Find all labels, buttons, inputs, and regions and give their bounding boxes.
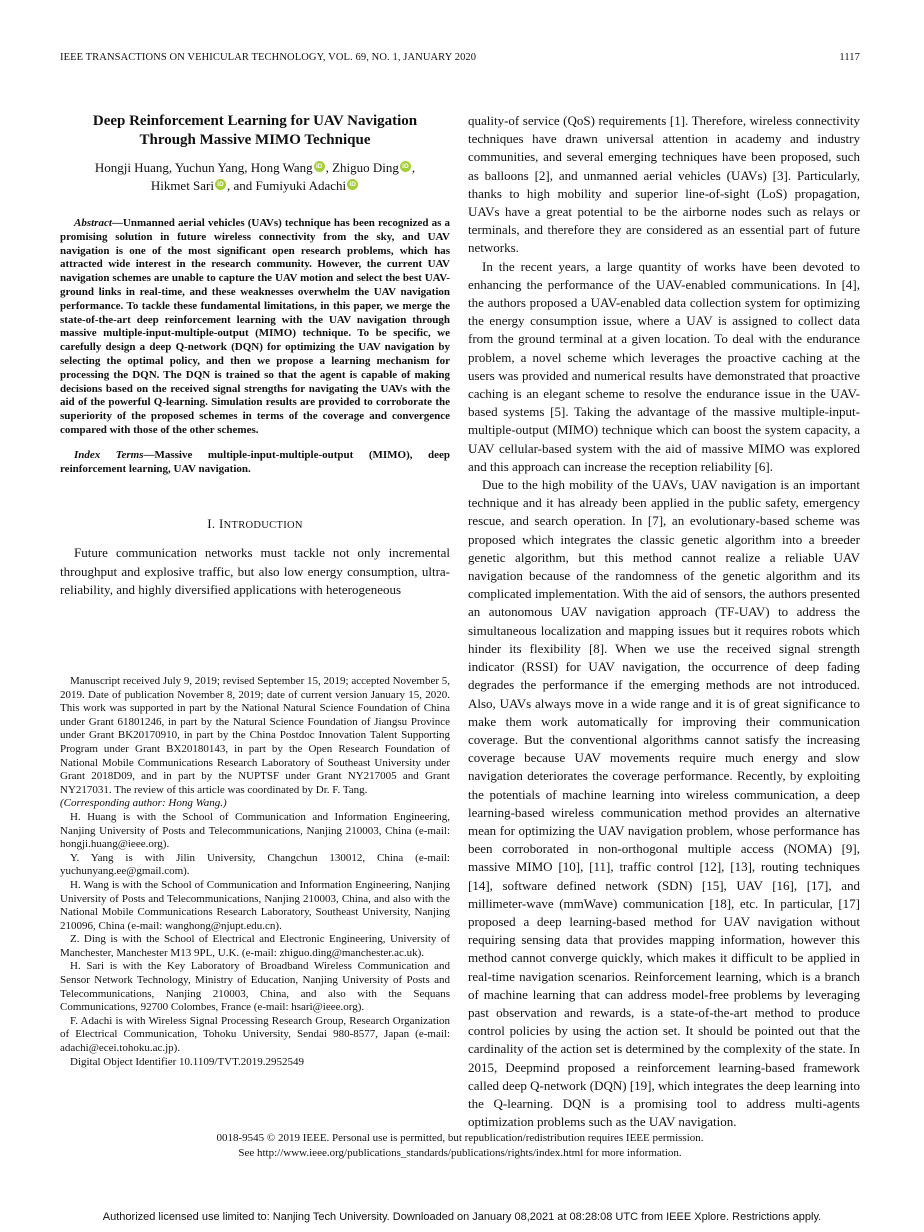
footnote-affiliation-ding: Z. Ding is with the School of Electrical and Electronic Engineering, University of Manchester, Manchester M13 9PL, U.K. (e-mail: zhiguo.ding@manchester.ac.uk). [60,933,450,959]
body-paragraph-2: In the recent years, a large quantity of works have been devoted to enhancing the performance of the UAV-enabled communications. In [4], the authors proposed a UAV-enabled data collection system for optimizing the energy consumption issue, where a UAV is assigned to collect data from the ground terminal at a given location. To deal with the endurance problem, a novel scheme which leverages the proactive caching at the users was provided and numerical results have demonstrated that proactive caching is an elegant scheme to resolve the endurance issue in the UAV-based systems [5]. Taking the advantage of the massive multiple-input-multiple-output (MIMO) technique which can boost the system capacity, a UAV cellular-based system with the aid of massive MIMO was explored and this approach can increase the reception reliability [6]. [468,258,860,474]
footnote-affiliation-wang: H. Wang is with the School of Communication and Information Engineering, Nanjing University of Posts and Telecommunications, Nanjing 210003, China, and also with the National Mobile Communications Research Laboratory, Southeast University, Nanjing 210096, China (e-mail: wanghong@njupt.edu.cn). [60,878,450,932]
section-numeral: I. [207,516,216,532]
orcid-icon[interactable]: iD [400,161,411,172]
footnote-affiliation-adachi: F. Adachi is with Wireless Signal Processing Research Group, Research Organization of Electrical Communication, Tohoku University, Sendai 980-8577, Japan (e-mail: adachi@ecei.tohoku.ac.jp). [60,1014,450,1055]
footnote-affiliation-huang: H. Huang is with the School of Communication and Information Engineering, Nanjing University of Posts and Telecommunications, Nanjing 210003, China (e-mail: hongji.huang@ieee.org). [60,810,450,851]
journal-name: IEEE TRANSACTIONS ON VEHICULAR TECHNOLOGY, VOL. 69, NO. 1, JANUARY 2020 [60,52,477,63]
index-terms [60,449,450,477]
authors-line2-b: , and Fumiyuki Adachi [227,178,347,193]
authors-line1-c: , [411,160,416,175]
authors-line1-a: Hongji Huang, Yuchun Yang, Hong Wang [94,160,313,175]
authors-line1-b: , Zhiguo Ding [325,160,399,175]
copyright-notice [60,1131,860,1160]
abstract-text: —Unmanned aerial vehicles (UAVs) technique has been recognized as a promising solution in future wireless connectivity from the sky, and UAV navigation is one of the most significant open research problems, which has attracted wide interest in the research community. However, the current UAV navigation schemes are unable to capture the UAV motion and select the best UAV-ground links in real-time, and these weaknesses overwhelm the UAV navigation performance. To tackle these fundamental limitations, in this paper, we merge the state-of-the-art deep reinforcement learning with the UAV navigation through massive multiple-input-multiple-output (MIMO) technique. To be specific, we carefully design a deep Q-network (DQN) for optimizing the UAV navigation by selecting the optimal policy, and then we propose a learning mechanism for processing the DQN. The DQN is trained so that the agent is capable of making decisions based on the received signal strengths for navigating the UAVs with the aid of the powerful Q-learning. Simulation results are provided to corroborate the superiority of the proposed schemes in terms of the coverage and convergence compared with those of the other schemes. [60,217,450,436]
footnote-corresponding-author: (Corresponding author: Hong Wang.) [60,797,227,810]
orcid-icon[interactable]: iD [215,179,226,190]
download-notice: Authorized licensed use limited to: Nanjing Tech University. Downloaded on January 08,2021 at 08:28:08 UTC from IEEE Xplore. Restrictions apply. [102,1211,822,1223]
index-terms-text: —Massive multiple-input-multiple-output (MIMO), deep reinforcement learning, UAV navigation. [60,448,450,475]
section-title-rest: NTRODUCTION [223,520,303,532]
body-paragraph-3: Due to the high mobility of the UAVs, UAV navigation is an important technique and it has already been applied in the public safety, emergency rescue, and search operation. In [7], an evolutionary-based scheme was proposed which integrates the classic genetic algorithm into a breeder genetic algorithm, but this method cannot realize a reliable UAV navigation because of the randomness of the genetic algorithm and its complicated implementation. With the aid of sensors, the authors presented an autonomous UAV navigation approach (TF-UAV) to address the simultaneous localization and mapping issues but it requires robots which hinder its flexibility [8]. When we use the received signal strength indicator (RSSI) for UAV navigation, the occurrence of deep fading degrades the performance if the emerging methods are not introduced. Also, UAVs always move in a wide range and it is of great significance to make them work automatically for improving their communication coverage. But the conventional algorithms cannot satisfy the increasing coverage because UAV movements require much energy and slow navigation deteriorates the coverage performance. Recently, by exploiting the potentials of machine learning into wireless communication, a deep learning-based wireless communication method provides an alternative mean for optimizing the UAV navigation problem, whose performance has been corroborated in non-orthogonal multiple access (NOMA) [9], massive MIMO [10], [11], traffic control [12], [13], routing techniques [14], software defined network (SDN) [15], UAV [16], [17], and millimeter-wave (mmWave) communication [18], etc. In particular, [17] proposed a deep learning-based method for UAV navigation without requiring sensing data that provides mapping information, however this method cannot converge quickly, which makes it difficult to be applied in real-time navigation scenarios. Reinforcement learning, which is a branch of machine learning that can address model-free problems by leveraging past observation and rewards, is a state-of-the-art method to produce control policies by using the action set. It should be pointed out that the cardinality of the action set is determined by the complexity of the state. In 2015, Deepmind proposed a reinforcement learning-based framework called deep Q-network (DQN) [19], which integrates the deep learning into the Q-learning. DQN is a promising tool to address multi-agents optimization problems such as the UAV navigation. [468,477,860,1130]
section-title-first: I [218,516,224,532]
abstract-label: Abstract [74,217,112,229]
index-terms-label: Index Terms [74,448,144,461]
footnote-affiliation-yang: Y. Yang is with Jilin University, Changchun 130012, China (e-mail: yuchunyang.ee@gmail.com). [60,851,450,878]
orcid-icon[interactable]: iD [314,161,325,172]
orcid-icon[interactable]: iD [347,179,358,190]
page-number: 1117 [839,52,860,63]
section-heading-introduction [60,516,450,532]
left-column [60,112,450,599]
author-list [60,159,450,195]
footnote-doi: Digital Object Identifier 10.1109/TVT.2019.2952549 [70,1055,305,1068]
abstract [60,217,450,438]
footnote-manuscript: Manuscript received July 9, 2019; revised September 15, 2019; accepted November 5, 2019. Date of publication November 8, 2019; date of current version January 15, 2020. This work was supported in part by the National Natural Science Foundation of China under Grant 61801246, in part by the Natural Science Foundation of Jiangsu Province under Grant BK20170910, in part by the China Postdoc Innovation Talent Supporting Program under Grant BX20180143, in part by the Open Research Foundation of National Mobile Communications Research Laboratory of Southeast University under Grant 2018D09, and in part by the NUPTSF under Grant NY217005 and Grant NY217031. The review of this article was coordinated by Dr. F. Tang. [60,675,450,796]
footnotes [60,675,450,1069]
intro-paragraph: Future communication networks must tackle not only incremental throughput and explosive traffic, but also low energy consumption, ultra-reliability, and highly diversified applications with heterogeneous [60,545,450,597]
paper-title [60,112,450,150]
paper-title-line-2: Through Massive MIMO Technique [139,132,371,148]
footnote-affiliation-sari: H. Sari is with the Key Laboratory of Broadband Wireless Communication and Sensor Network Technology, Ministry of Education, Nanjing University of Posts and Telecommunications, Nanjing 210003, China, and also with the Sequans Communications, 92700 Colombes, France (e-mail: hsari@ieee.org). [60,960,450,1014]
authors-line2-a: Hikmet Sari [150,178,214,193]
right-column [468,112,860,1131]
copyright-line-1: 0018-9545 © 2019 IEEE. Personal use is permitted, but republication/redistribution requires IEEE permission. [216,1132,704,1144]
body-paragraph-1: quality-of service (QoS) requirements [1]. Therefore, wireless connectivity techniques have drawn universal attention in academy and industry communities, and several emerging techniques have been proposed, such as balloons [2], and unmanned aerial vehicles (UAVs) [3]. Particularly, thanks to high mobility and superior line-of-sight (LoS) propagation, UAVs have a great potential to be the airborne nodes such as relays or terminals, and therefore they are considered as an essential part of future networks. [468,113,860,256]
copyright-line-2: See http://www.ieee.org/publications_standards/publications/rights/index.html for more information. [238,1146,682,1159]
paper-title-line-1: Deep Reinforcement Learning for UAV Navigation [92,113,418,129]
